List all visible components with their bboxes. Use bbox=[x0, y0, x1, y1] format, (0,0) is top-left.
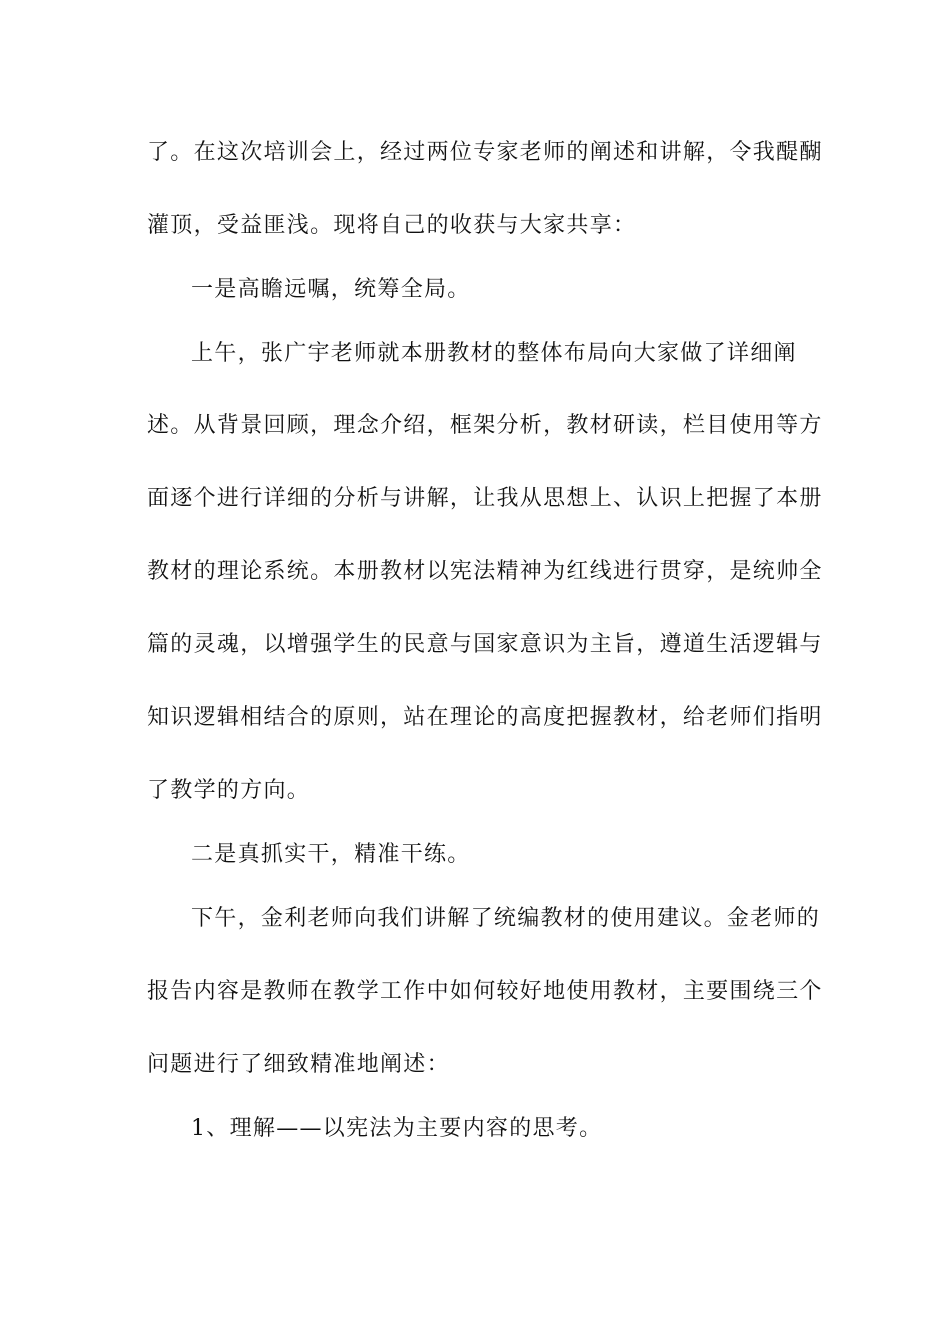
paragraph-line-6: 教材的理论系统。本册教材以宪法精神为红线进行贯穿，是统帅全 bbox=[147, 559, 823, 584]
paragraph-line-2: 灌顶，受益匪浅。现将自己的收获与大家共享： bbox=[147, 213, 637, 238]
paragraph-line-12: 问题进行了细致精准地阐述： bbox=[147, 1052, 450, 1077]
paragraph-line-4: 述。从背景回顾，理念介绍，框架分析，教材研读，栏目使用等方 bbox=[147, 413, 823, 438]
paragraph-line-8: 知识逻辑相结合的原则，站在理论的高度把握教材，给老师们指明 bbox=[147, 705, 823, 730]
paragraph-line-5: 面逐个进行详细的分析与讲解，让我从思想上、认识上把握了本册 bbox=[147, 486, 823, 511]
paragraph-line-10: 下午，金利老师向我们讲解了统编教材的使用建议。金老师的 bbox=[191, 906, 821, 931]
section-heading-2: 二是真抓实干，精准干练。 bbox=[191, 842, 471, 867]
paragraph-line-7: 篇的灵魂，以增强学生的民意与国家意识为主旨，遵道生活逻辑与 bbox=[147, 632, 823, 657]
paragraph-line-9: 了教学的方向。 bbox=[147, 778, 311, 803]
list-item-1: 1、理解——以宪法为主要内容的思考。 bbox=[191, 1116, 603, 1141]
paragraph-line-3: 上午，张广宇老师就本册教材的整体布局向大家做了详细阐 bbox=[191, 341, 797, 366]
section-heading-1: 一是高瞻远嘱，统筹全局。 bbox=[191, 277, 471, 302]
paragraph-line-11: 报告内容是教师在教学工作中如何较好地使用教材，主要围绕三个 bbox=[147, 979, 823, 1004]
paragraph-line-1: 了。在这次培训会上，经过两位专家老师的阐述和讲解，令我醍醐 bbox=[147, 140, 823, 165]
